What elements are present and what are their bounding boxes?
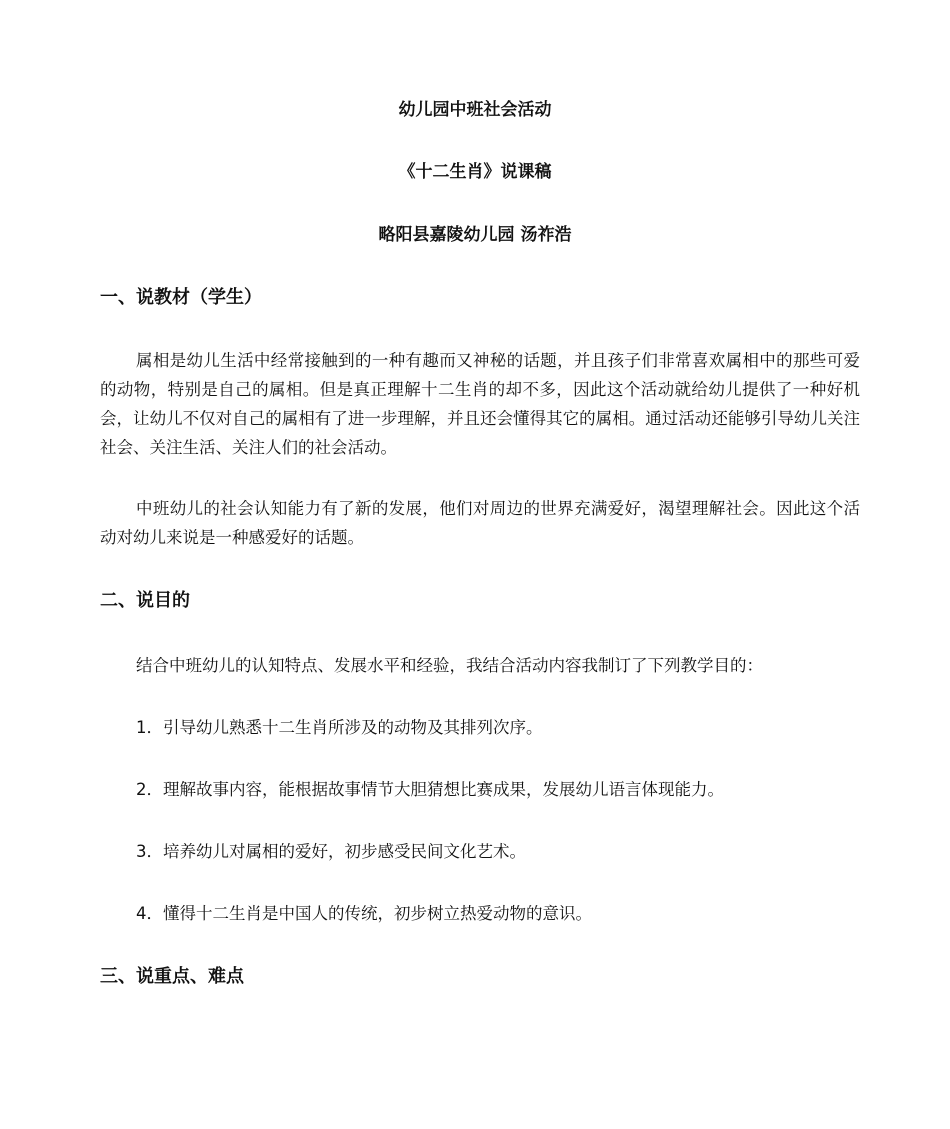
goal-item-1: 1．引导幼儿熟悉十二生肖所涉及的动物及其排列次序。 bbox=[136, 718, 543, 737]
section-heading-key-points: 三、说重点、难点 bbox=[100, 966, 244, 987]
goal-item-3: 3．培养幼儿对属相的爱好，初步感受民间文化艺术。 bbox=[136, 842, 526, 861]
goals-intro: 结合中班幼儿的认知特点、发展水平和经验，我结合活动内容我制订了下列教学目的： bbox=[136, 656, 763, 675]
section-heading-goals: 二、说目的 bbox=[100, 590, 190, 611]
section-heading-textbook: 一、说教材（学生） bbox=[100, 287, 262, 308]
document-subtitle: 《十二生肖》说课稿 bbox=[398, 162, 552, 182]
paragraph-textbook-2: 中班幼儿的社会认知能力有了新的发展，他们对周边的世界充满爱好，渴望理解社会。因此这个活动对幼儿来说是一种感爱好的话题。 bbox=[100, 499, 860, 547]
goal-item-2: 2．理解故事内容，能根据故事情节大胆猜想比赛成果，发展幼儿语言体现能力。 bbox=[136, 780, 724, 799]
document-title: 幼儿园中班社会活动 bbox=[398, 100, 552, 120]
goal-item-4: 4．懂得十二生肖是中国人的传统，初步树立热爱动物的意识。 bbox=[136, 904, 592, 923]
author-line: 略阳县嘉陵幼儿园 汤祚浩 bbox=[378, 225, 572, 245]
paragraph-textbook-1: 属相是幼儿生活中经常接触到的一种有趣而又神秘的话题，并且孩子们非常喜欢属相中的那些可爱的动物，特别是自己的属相。但是真正理解十二生肖的却不多，因此这个活动就给幼儿提供了一种好机会，让幼儿不仅对自己的属相有了进一步理解，并且还会懂得其它的属相。通过活动还能够引导幼儿关注社会、关注生活、关注人们的社会活动。 bbox=[100, 351, 860, 457]
